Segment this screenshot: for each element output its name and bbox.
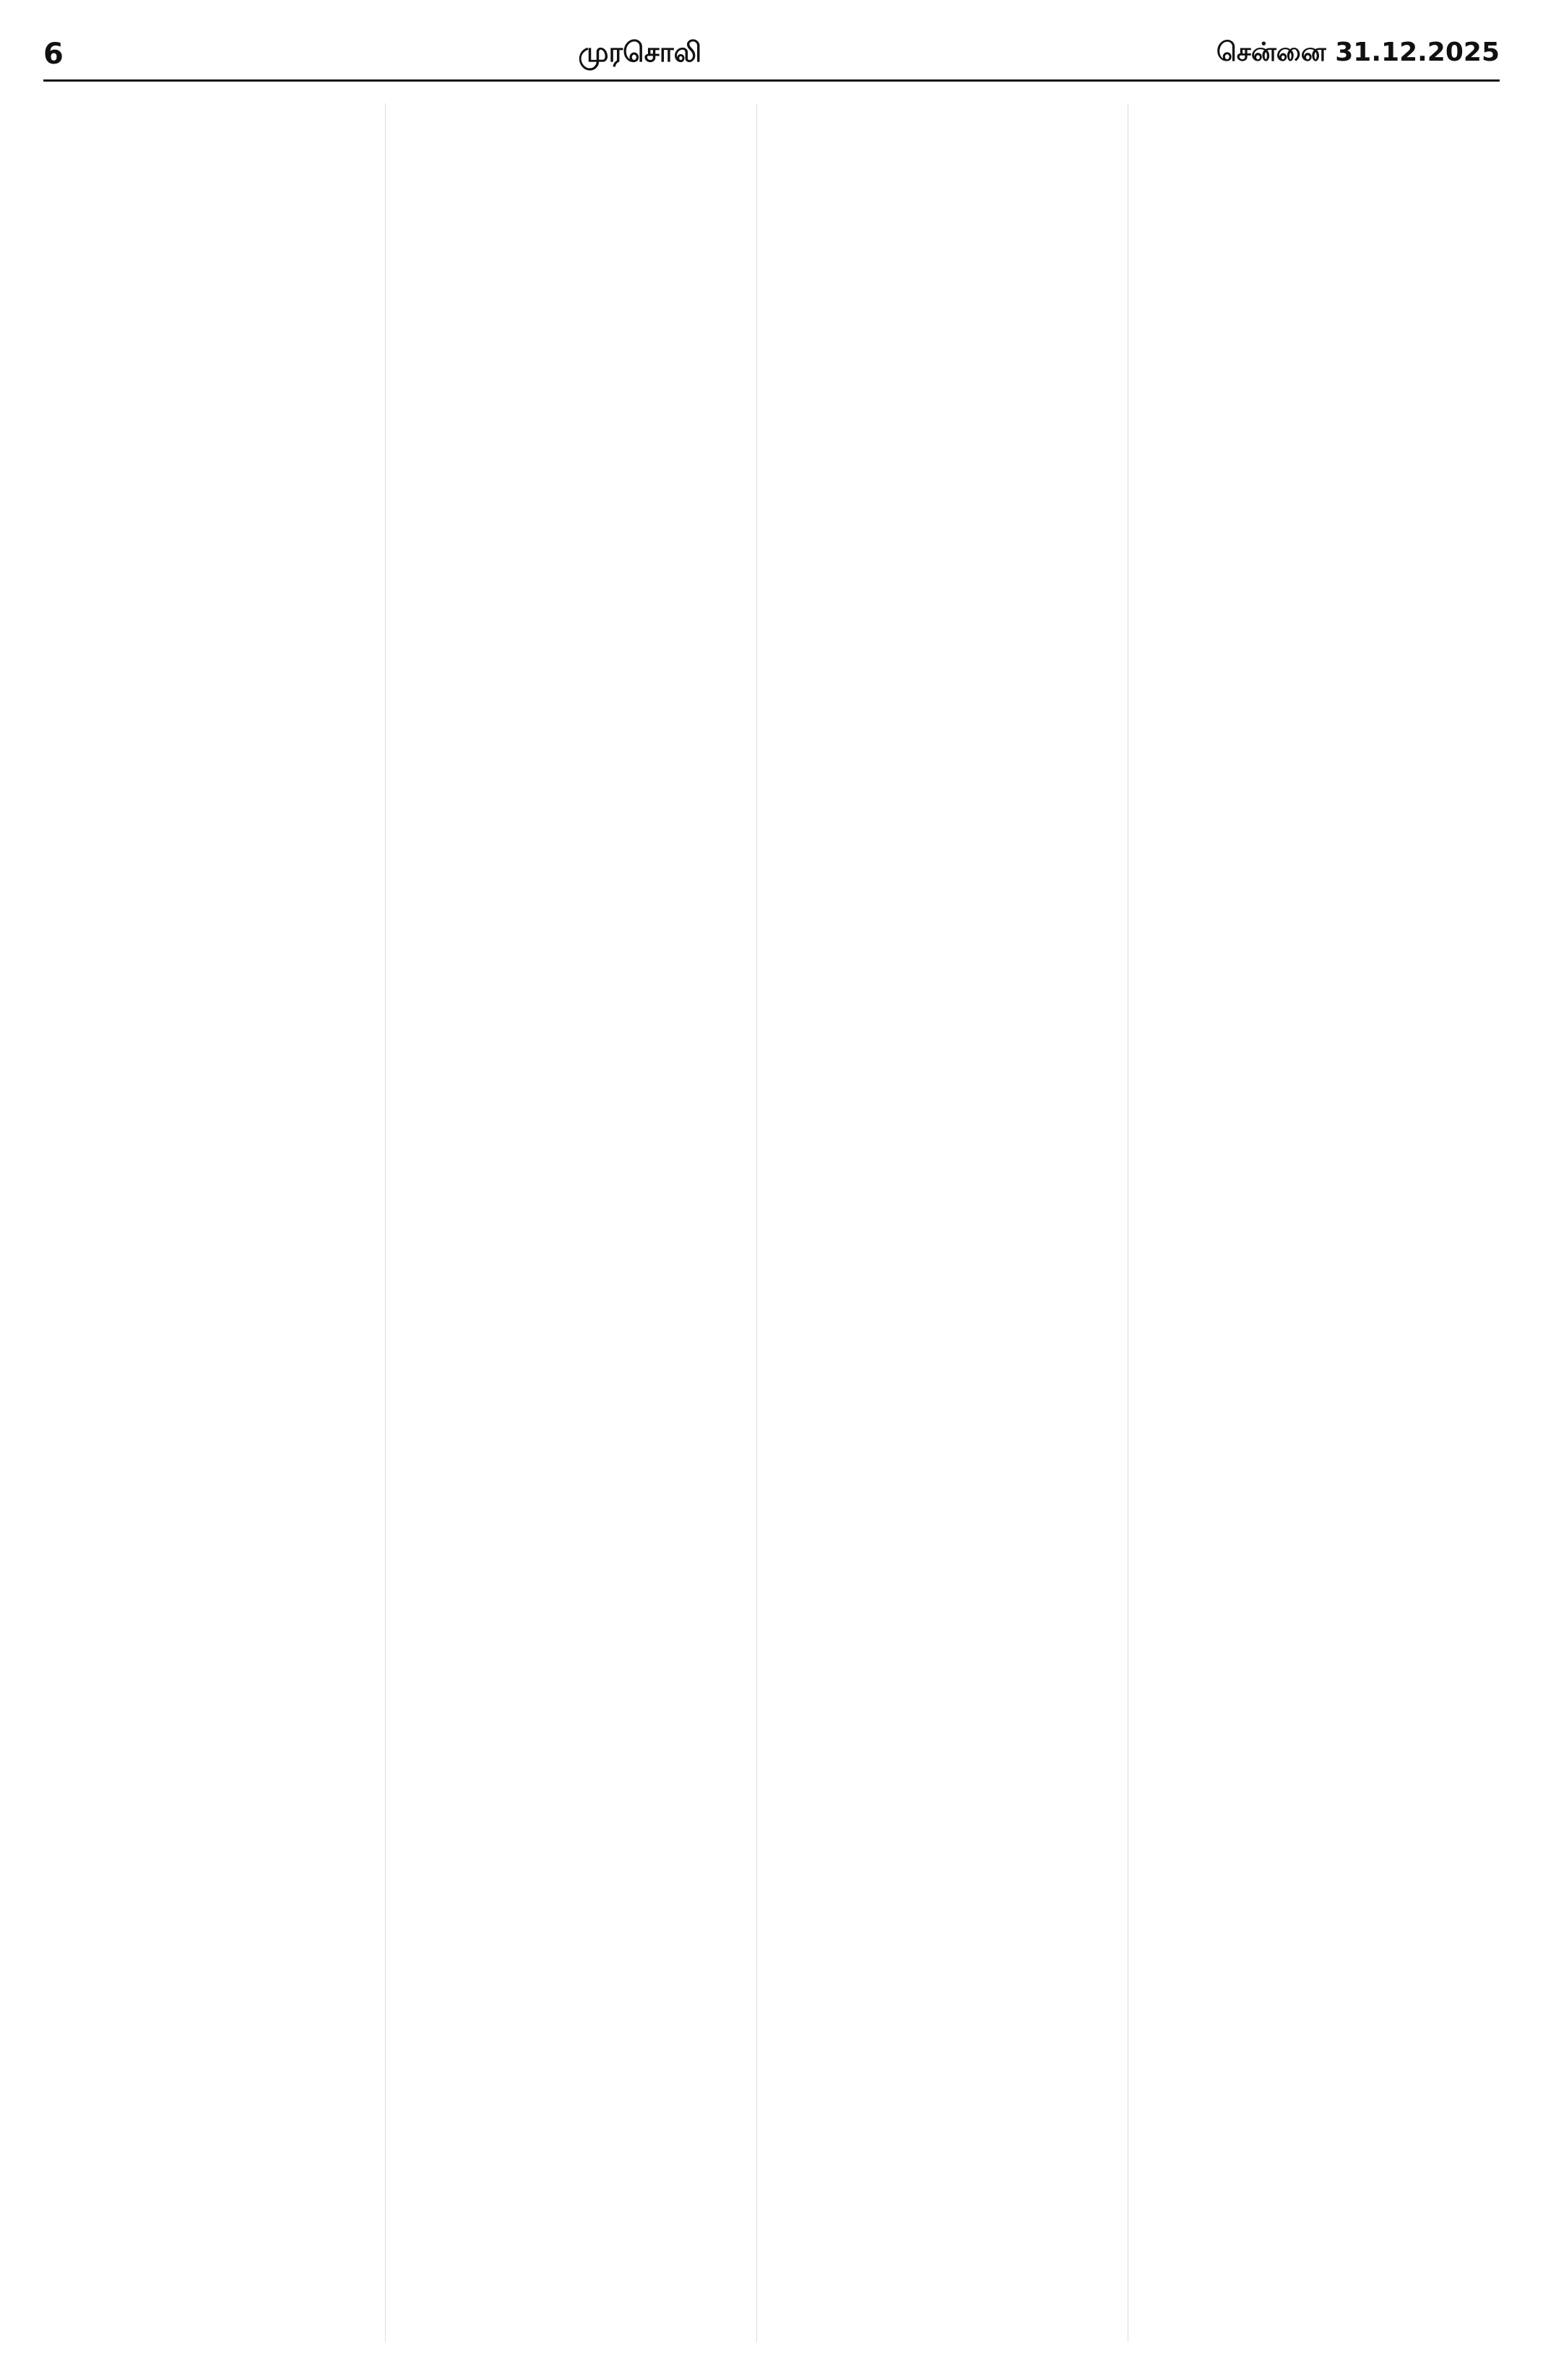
- masthead: [43, 29, 1500, 82]
- column-1: [43, 103, 386, 2342]
- column-2: [415, 103, 757, 2342]
- column-4: [1157, 103, 1500, 2342]
- column-3: [786, 103, 1128, 2342]
- paper-name: முரசொலி: [578, 36, 702, 68]
- article-columns: [43, 103, 1500, 2342]
- city-date: சென்னை 31.12.2025: [1216, 38, 1500, 67]
- page-number: 6: [43, 38, 64, 71]
